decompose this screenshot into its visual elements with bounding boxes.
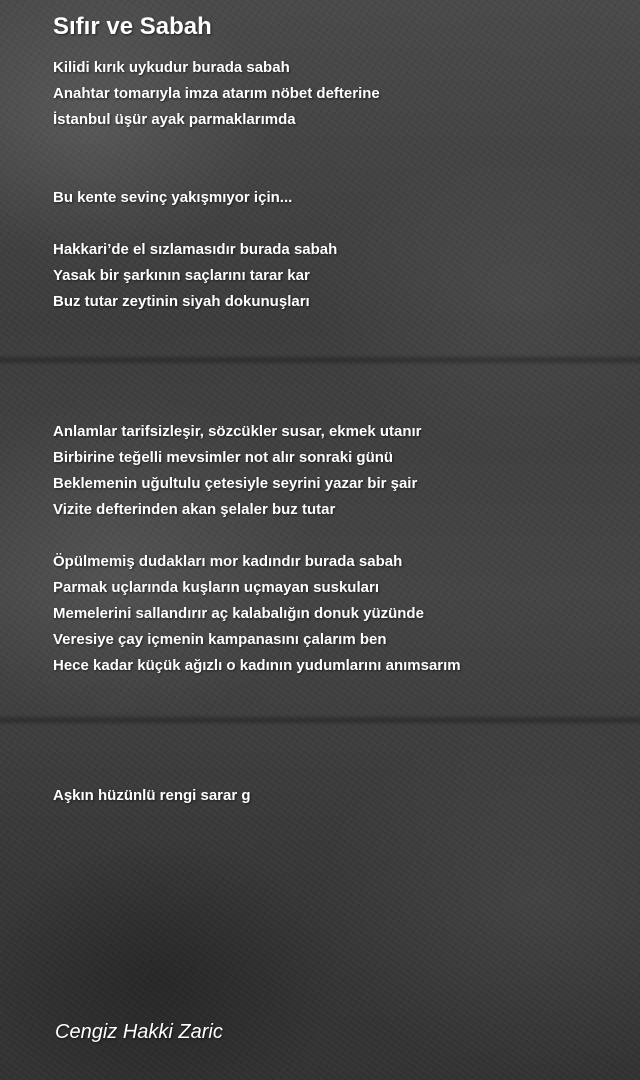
poem-line: Memelerini sallandırır aç kalabalığın donuk yüzünde: [53, 605, 424, 622]
poem-line: Anahtar tomarıyla imza atarım nöbet defterine: [53, 85, 380, 102]
poem-line: [53, 159, 633, 185]
poem-line: [53, 367, 633, 393]
poem-author: Cengiz Hakki Zaric: [55, 1021, 223, 1043]
poem-line: [53, 341, 633, 367]
poem-line: [53, 705, 633, 731]
poem-line: Beklemenin uğultulu çetesiyle seyrini yazar bir şair: [53, 475, 418, 492]
poem-line: Vizite defterinden akan şelaler buz tutar: [53, 501, 336, 518]
poem-line: Veresiye çay içmenin kampanasını çalarım ben: [53, 631, 387, 648]
poem-line: [53, 211, 633, 237]
poem-line: [53, 315, 633, 341]
poem-line: Öpülmemiş dudakları mor kadındır burada sabah: [53, 553, 403, 570]
poem-title: Sıfır ve Sabah: [53, 13, 212, 40]
poem-line: Aşkın hüzünlü rengi sarar g: [53, 787, 251, 804]
poem-line: İstanbul üşür ayak parmaklarımda: [53, 111, 296, 128]
poem-line: [53, 133, 633, 159]
poem-line: [53, 523, 633, 549]
poem-line: Birbirine teğelli mevsimler not alır sonraki günü: [53, 449, 394, 466]
poem-line: [53, 393, 633, 419]
poem-line: Kilidi kırık uykudur burada sabah: [53, 59, 290, 76]
poem-line: Parmak uçlarında kuşların uçmayan suskuları: [53, 579, 379, 596]
poem-line: Bu kente sevinç yakışmıyor için...: [53, 189, 293, 206]
poem-line: [53, 731, 633, 757]
poem-line: Anlamlar tarifsizleşir, sözcükler susar, ekmek utanır: [53, 423, 422, 440]
poem-line: [53, 757, 633, 783]
poem-line: Hakkari’de el sızlamasıdır burada sabah: [53, 241, 338, 258]
poem-line: Yasak bir şarkının saçlarını tarar kar: [53, 267, 310, 284]
poem-line: Buz tutar zeytinin siyah dokunuşları: [53, 293, 310, 310]
poem-body: [53, 55, 633, 809]
poem-line: [53, 679, 633, 705]
poem-line: Hece kadar küçük ağızlı o kadının yudumlarını anımsarım: [53, 657, 461, 674]
